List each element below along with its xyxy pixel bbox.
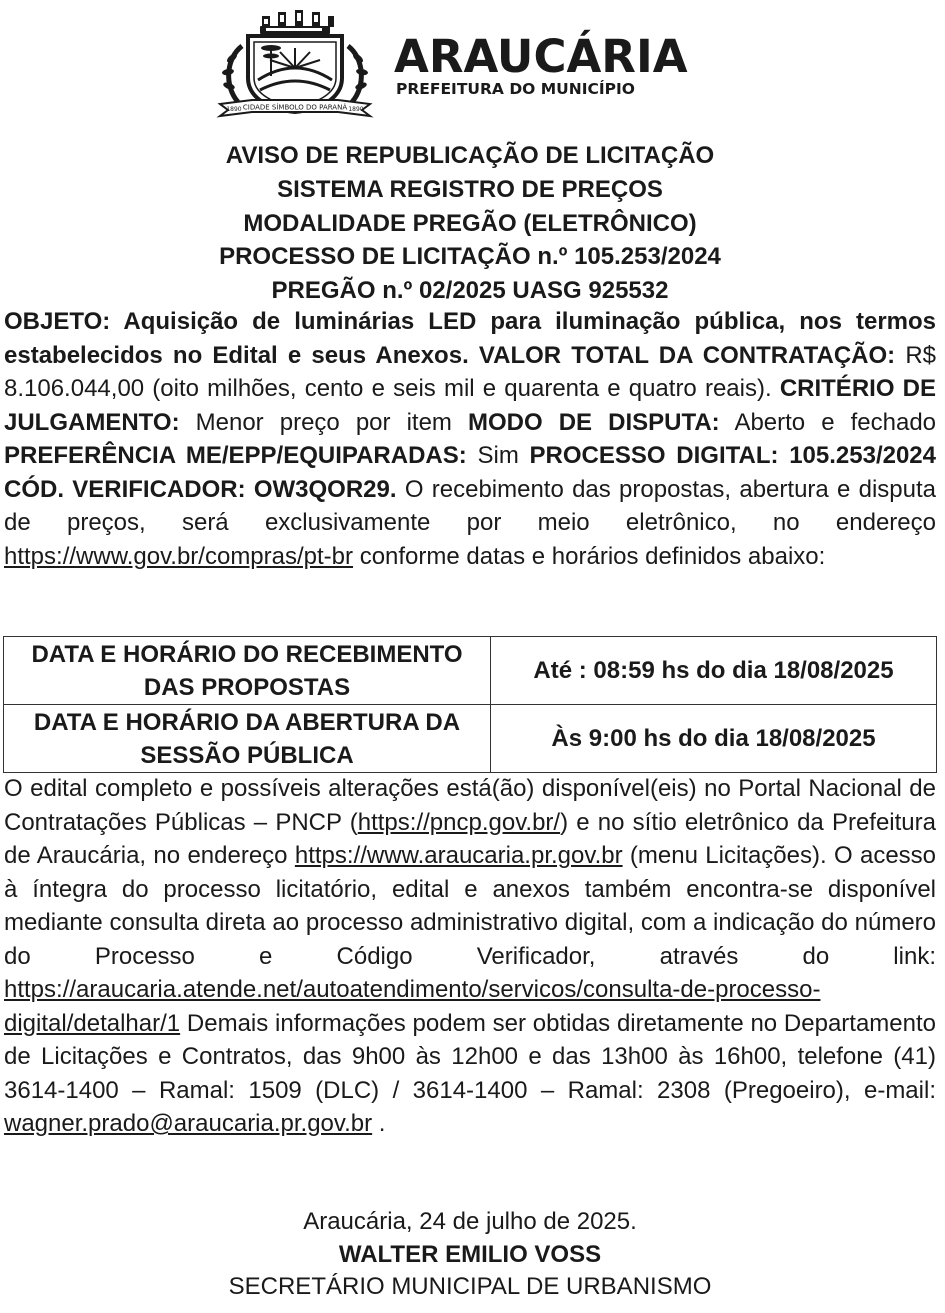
schedule-label: DATA E HORÁRIO DA ABERTURA DA SESSÃO PÚBLICA	[4, 705, 491, 773]
notice-title: AVISO DE REPUBLICAÇÃO DE LICITAÇÃO	[225, 142, 715, 169]
acesso-text: (menu Licitações). O acesso à íntegra do processo licitatório, edital e anexos também encontra-se disponível mediante consulta direta ao processo administrativo digital, com a indicação do número do Processo e Código Verificador, através do link:	[4, 842, 937, 970]
demais-text: Demais informações podem ser obtidas diretamente no Departamento de Licitações e Contratos, das 9h00 às 12h00 e das 13h00 às 16h00, telefone (41) 3614-1400 – Ramal: 1509 (DLC) / 3614-1400 – Ramal: 2308 (Pregoeiro), e-mail:	[4, 1009, 936, 1104]
object-paragraph	[4, 305, 936, 573]
svg-text:CIDADE SÍMBOLO DO PARANÁ: CIDADE SÍMBOLO DO PARANÁ	[242, 103, 348, 112]
schedule-value: Até : 08:59 hs do dia 18/08/2025	[491, 637, 937, 705]
notice-system-line: SISTEMA REGISTRO DE PREÇOS	[277, 175, 663, 203]
schedule-table	[3, 636, 937, 773]
atende-link[interactable]: https://araucaria.atende.net/autoatendimento/servicos/consulta-de-processo-digital/detalhar/1	[4, 976, 821, 1037]
info-paragraph	[4, 772, 936, 1141]
araucaria-link[interactable]: https://www.araucaria.pr.gov.br	[294, 842, 623, 869]
sitio-text: ) e no sítio eletrônico da Prefeitura de Araucária, no endereço	[4, 808, 936, 869]
notice-pregao-line: PREGÃO n.º 02/2025 UASG 925532	[271, 277, 669, 305]
criterio-text: Menor preço por item	[195, 408, 452, 436]
brand-subtitle: PREFEITURA DO MUNICÍPIO	[396, 80, 635, 98]
table-row	[4, 705, 937, 773]
compras-link[interactable]: https://www.gov.br/compras/pt-br	[4, 542, 354, 570]
signer-name: WALTER EMILIO VOSS	[338, 1240, 602, 1268]
svg-text:1890: 1890	[226, 106, 242, 113]
schedule-value: Às 9:00 hs do dia 18/08/2025	[491, 705, 937, 773]
notice-title-block	[0, 139, 940, 308]
pncp-link[interactable]: https://pncp.gov.br/	[357, 808, 561, 836]
processo-label: PROCESSO DIGITAL: 105.253/2024 CÓD. VERIFICADOR: OW3QOR29.	[4, 442, 937, 503]
end-text: .	[372, 1110, 386, 1137]
conforme-text: conforme datas e horários definidos abaixo:	[359, 542, 826, 570]
valor-label: VALOR TOTAL DA CONTRATAÇÃO:	[478, 341, 896, 369]
notice-modality-line: MODALIDADE PREGÃO (ELETRÔNICO)	[243, 209, 697, 237]
objeto-label: OBJETO: Aquisição de luminárias LED para iluminação pública, nos termos estabelecidos no Edital e seus Anexos.	[4, 308, 936, 369]
valor-text: R$ 8.106.044,00 (oito milhões, cento e seis mil e quarenta e quatro reais).	[4, 341, 937, 402]
signer-role: SECRETÁRIO MUNICIPAL DE URBANISMO	[228, 1273, 712, 1300]
email-link[interactable]: wagner.prado@araucaria.pr.gov.br	[4, 1110, 373, 1137]
letterhead	[0, 0, 945, 125]
preferencia-text: Sim	[477, 442, 519, 469]
schedule-label: DATA E HORÁRIO DO RECEBIMENTO DAS PROPOSTAS	[4, 637, 491, 705]
svg-text:1890: 1890	[348, 106, 364, 113]
table-row	[4, 637, 937, 705]
notice-process-line: PROCESSO DE LICITAÇÃO n.º 105.253/2024	[219, 243, 721, 271]
recebimento-text: O recebimento das propostas, abertura e disputa de preços, será exclusivamente por meio eletrônico, no endereço	[4, 475, 937, 536]
brand-name: ARAUCÁRIA	[394, 30, 688, 83]
edital-text: O edital completo e possíveis alterações está(ão) disponível(eis) no Portal Nacional de Contratações Públicas – PNCP (	[4, 775, 936, 836]
municipal-coat-of-arms-logo	[212, 6, 378, 120]
criterio-label: CRITÉRIO DE JULGAMENTO:	[4, 375, 936, 436]
modo-text: Aberto e fechado	[734, 408, 937, 436]
preferencia-label: PREFERÊNCIA ME/EPP/EQUIPARADAS:	[4, 442, 467, 469]
modo-label: MODO DE DISPUTA:	[468, 408, 720, 436]
signature-block	[0, 1206, 940, 1304]
place-date: Araucária, 24 de julho de 2025.	[303, 1208, 637, 1235]
